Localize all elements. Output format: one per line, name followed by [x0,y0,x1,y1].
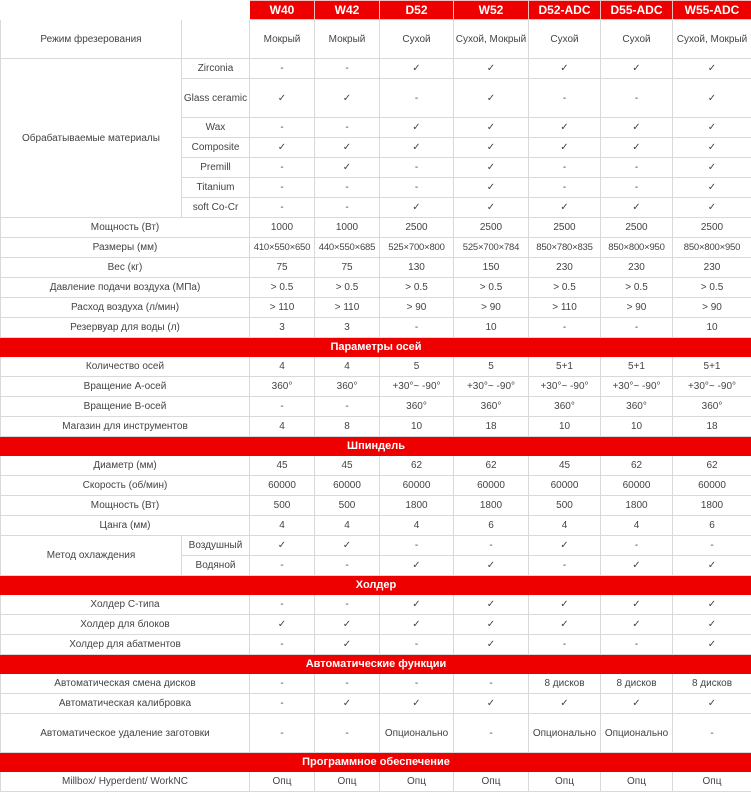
table-row [1,714,751,753]
table-row [1,397,751,417]
value-cell: - [250,59,315,79]
value-cell: > 0.5 [454,278,529,298]
value-cell: 8 [315,417,380,437]
value-cell: ✓ [673,79,751,118]
value-cell: - [380,536,454,556]
row-label: Обрабатываемые материалы [1,59,182,218]
value-cell: 60000 [454,476,529,496]
value-cell: Мокрый [315,20,380,59]
value-cell: 75 [250,258,315,278]
table-row [1,772,751,792]
value-cell: ✓ [380,556,454,576]
value-cell: 18 [673,417,751,437]
value-cell: ✓ [601,59,673,79]
value-cell: Сухой, Мокрый [673,20,751,59]
section-header-row [1,753,751,772]
row-label: Диаметр (мм) [1,456,250,476]
value-cell: - [454,714,529,753]
table-row [1,59,751,79]
value-cell: ✓ [673,556,751,576]
value-cell: Опц [673,772,751,792]
value-cell: 525×700×784 [454,238,529,258]
value-cell: 10 [673,318,751,338]
value-cell: 850×800×950 [673,238,751,258]
value-cell: > 0.5 [529,278,601,298]
value-cell: ✓ [601,694,673,714]
value-cell: 360° [315,377,380,397]
value-cell: 130 [380,258,454,278]
value-cell: Сухой [529,20,601,59]
value-cell: - [529,318,601,338]
value-cell: 18 [454,417,529,437]
value-cell: - [529,556,601,576]
value-cell: - [529,178,601,198]
model-header: D52-ADC [529,1,601,20]
row-label: Метод охлаждения [1,536,182,576]
row-label: Расход воздуха (л/мин) [1,298,250,318]
value-cell: - [380,635,454,655]
value-cell: Сухой [380,20,454,59]
section-title: Шпиндель [1,437,751,456]
value-cell: > 0.5 [601,278,673,298]
value-cell: 4 [315,516,380,536]
row-label: Скорость (об/мин) [1,476,250,496]
value-cell: ✓ [601,595,673,615]
value-cell: ✓ [673,158,751,178]
row-label: Вес (кг) [1,258,250,278]
value-cell: 230 [673,258,751,278]
value-cell: 2500 [380,218,454,238]
value-cell: ✓ [315,158,380,178]
value-cell: 150 [454,258,529,278]
value-cell: Опц [454,772,529,792]
section-title: Холдер [1,576,751,595]
row-label: Автоматическая смена дисков [1,674,250,694]
value-cell: ✓ [380,198,454,218]
value-cell: - [380,674,454,694]
section-header-row [1,338,751,357]
value-cell: 10 [601,417,673,437]
value-cell: 850×780×835 [529,238,601,258]
value-cell: 3 [250,318,315,338]
value-cell: ✓ [601,556,673,576]
value-cell: ✓ [454,198,529,218]
value-cell: ✓ [380,59,454,79]
value-cell: 360° [529,397,601,417]
value-cell: 10 [529,417,601,437]
value-cell: - [380,158,454,178]
value-cell: 4 [250,357,315,377]
value-cell: ✓ [454,79,529,118]
value-cell: ✓ [315,79,380,118]
model-header: W52 [454,1,529,20]
value-cell: > 110 [529,298,601,318]
value-cell: 1000 [250,218,315,238]
material-name: soft Co-Cr [182,198,250,218]
value-cell: - [601,79,673,118]
value-cell: - [454,674,529,694]
cooling-type: Воздушный [182,536,250,556]
value-cell: - [601,158,673,178]
value-cell: - [673,714,751,753]
value-cell: - [250,674,315,694]
value-cell: ✓ [380,595,454,615]
value-cell: 60000 [380,476,454,496]
value-cell: Сухой [601,20,673,59]
table-row [1,298,751,318]
value-cell: 10 [454,318,529,338]
row-label: Мощность (Вт) [1,218,250,238]
value-cell: 6 [673,516,751,536]
value-cell: ✓ [673,138,751,158]
value-cell: - [250,178,315,198]
model-header: W55-ADC [673,1,751,20]
value-cell: - [250,158,315,178]
value-cell: +30°~ -90° [529,377,601,397]
material-name: Titanium [182,178,250,198]
value-cell: - [529,158,601,178]
section-title: Программное обеспечение [1,753,751,772]
value-cell: - [250,556,315,576]
table-row [1,278,751,298]
value-cell: - [529,79,601,118]
value-cell: - [315,397,380,417]
value-cell: > 90 [380,298,454,318]
value-cell: > 0.5 [250,278,315,298]
value-cell: - [380,79,454,118]
row-label: Холдер С-типа [1,595,250,615]
model-header: W42 [315,1,380,20]
value-cell: 5 [454,357,529,377]
value-cell: 5 [380,357,454,377]
value-cell: ✓ [380,615,454,635]
value-cell: 8 дисков [601,674,673,694]
value-cell: 360° [250,377,315,397]
table-row [1,318,751,338]
value-cell: ✓ [315,536,380,556]
value-cell: 1800 [673,496,751,516]
value-cell: 360° [454,397,529,417]
value-cell: - [250,118,315,138]
table-row [1,218,751,238]
value-cell: - [601,635,673,655]
value-cell: +30°~ -90° [380,377,454,397]
value-cell: ✓ [529,138,601,158]
value-cell: - [250,397,315,417]
value-cell: ✓ [250,138,315,158]
table-row [1,615,751,635]
value-cell: 2500 [673,218,751,238]
value-cell: ✓ [454,556,529,576]
value-cell: ✓ [529,118,601,138]
value-cell: 360° [601,397,673,417]
value-cell: - [315,118,380,138]
specs-table-body [1,1,751,792]
table-row [1,694,751,714]
material-name: Composite [182,138,250,158]
value-cell: 360° [380,397,454,417]
value-cell: ✓ [315,138,380,158]
value-cell: 1800 [601,496,673,516]
row-label: Автоматическое удаление заготовки [1,714,250,753]
value-cell: ✓ [454,595,529,615]
table-row [1,417,751,437]
row-label: Режим фрезерования [1,20,182,59]
value-cell: ✓ [673,595,751,615]
value-cell: 60000 [315,476,380,496]
row-label: Автоматическая калибровка [1,694,250,714]
value-cell: ✓ [529,59,601,79]
value-cell: 8 дисков [673,674,751,694]
row-label: Millbox/ Hyperdent/ WorkNC [1,772,250,792]
value-cell: 4 [250,516,315,536]
value-cell: ✓ [673,694,751,714]
value-cell: - [250,694,315,714]
row-label: Магазин для инструментов [1,417,250,437]
value-cell: 4 [250,417,315,437]
section-header-row [1,655,751,674]
section-title: Параметры осей [1,338,751,357]
value-cell: 60000 [673,476,751,496]
value-cell: ✓ [315,694,380,714]
value-cell: - [250,595,315,615]
value-cell: ✓ [529,694,601,714]
value-cell: 410×550×650 [250,238,315,258]
value-cell: Опционально [529,714,601,753]
row-label: Давление подачи воздуха (МПа) [1,278,250,298]
value-cell: 2500 [601,218,673,238]
model-header: D52 [380,1,454,20]
cooling-type: Водяной [182,556,250,576]
value-cell: 5+1 [673,357,751,377]
value-cell: 1800 [454,496,529,516]
value-cell: 4 [601,516,673,536]
value-cell: 500 [250,496,315,516]
value-cell: Опц [250,772,315,792]
value-cell: Опц [601,772,673,792]
row-label: Количество осей [1,357,250,377]
value-cell: 440×550×685 [315,238,380,258]
value-cell: +30°~ -90° [673,377,751,397]
value-cell: ✓ [380,118,454,138]
value-cell: 850×800×950 [601,238,673,258]
value-cell: 2500 [454,218,529,238]
row-sublabel-empty [182,20,250,59]
value-cell: > 0.5 [380,278,454,298]
value-cell: +30°~ -90° [454,377,529,397]
value-cell: ✓ [529,595,601,615]
value-cell: 45 [315,456,380,476]
section-header-row [1,576,751,595]
value-cell: - [315,595,380,615]
value-cell: > 0.5 [673,278,751,298]
value-cell: - [315,198,380,218]
value-cell: ✓ [529,198,601,218]
value-cell: 3 [315,318,380,338]
value-cell: ✓ [454,158,529,178]
value-cell: ✓ [673,118,751,138]
table-row [1,635,751,655]
value-cell: - [315,59,380,79]
row-label: Вращение А-осей [1,377,250,397]
row-label: Резервуар для воды (л) [1,318,250,338]
value-cell: 10 [380,417,454,437]
value-cell: 60000 [529,476,601,496]
value-cell: Опц [380,772,454,792]
value-cell: 1800 [380,496,454,516]
value-cell: 4 [380,516,454,536]
table-row [1,456,751,476]
value-cell: 45 [250,456,315,476]
value-cell: ✓ [673,198,751,218]
value-cell: - [601,318,673,338]
value-cell: > 0.5 [315,278,380,298]
value-cell: 62 [454,456,529,476]
value-cell: 230 [601,258,673,278]
value-cell: ✓ [601,118,673,138]
value-cell: 360° [673,397,751,417]
section-header-row [1,437,751,456]
table-row [1,516,751,536]
value-cell: 500 [529,496,601,516]
table-row [1,536,751,556]
value-cell: ✓ [673,635,751,655]
value-cell: - [673,536,751,556]
row-label: Холдер для блоков [1,615,250,635]
value-cell: 6 [454,516,529,536]
table-row [1,357,751,377]
value-cell: ✓ [454,178,529,198]
header-spacer [1,1,250,20]
row-label: Холдер для абатментов [1,635,250,655]
value-cell: 525×700×800 [380,238,454,258]
value-cell: 60000 [250,476,315,496]
value-cell: 4 [315,357,380,377]
table-row [1,258,751,278]
value-cell: 62 [601,456,673,476]
value-cell: 62 [673,456,751,476]
value-cell: Опционально [380,714,454,753]
value-cell: Мокрый [250,20,315,59]
value-cell: ✓ [380,138,454,158]
value-cell: ✓ [673,615,751,635]
value-cell: - [315,556,380,576]
value-cell: ✓ [315,635,380,655]
value-cell: 60000 [601,476,673,496]
value-cell: 2500 [529,218,601,238]
value-cell: > 90 [454,298,529,318]
material-name: Wax [182,118,250,138]
value-cell: - [529,635,601,655]
table-row [1,476,751,496]
value-cell: ✓ [601,615,673,635]
value-cell: ✓ [601,138,673,158]
value-cell: ✓ [250,79,315,118]
value-cell: 75 [315,258,380,278]
table-row [1,238,751,258]
row-label: Мощность (Вт) [1,496,250,516]
table-row [1,595,751,615]
value-cell: 5+1 [529,357,601,377]
value-cell: - [380,318,454,338]
value-cell: ✓ [673,59,751,79]
value-cell: > 110 [250,298,315,318]
table-row [1,20,751,59]
value-cell: Опционально [601,714,673,753]
table-row [1,496,751,516]
row-label: Вращение В-осей [1,397,250,417]
model-header: D55-ADC [601,1,673,20]
value-cell: ✓ [315,615,380,635]
value-cell: ✓ [250,536,315,556]
value-cell: ✓ [673,178,751,198]
value-cell: ✓ [380,694,454,714]
value-cell: > 90 [673,298,751,318]
table-row [1,674,751,694]
value-cell: 5+1 [601,357,673,377]
value-cell: ✓ [529,536,601,556]
value-cell: ✓ [454,118,529,138]
value-cell: > 90 [601,298,673,318]
value-cell: 1000 [315,218,380,238]
value-cell: - [380,178,454,198]
value-cell: - [454,536,529,556]
value-cell: 500 [315,496,380,516]
material-name: Zirconia [182,59,250,79]
row-label: Размеры (мм) [1,238,250,258]
model-header: W40 [250,1,315,20]
value-cell: ✓ [454,635,529,655]
value-cell: 8 дисков [529,674,601,694]
value-cell: ✓ [454,59,529,79]
value-cell: - [315,714,380,753]
value-cell: ✓ [454,694,529,714]
table-row [1,377,751,397]
value-cell: 45 [529,456,601,476]
value-cell: - [250,198,315,218]
value-cell: ✓ [250,615,315,635]
value-cell: 62 [380,456,454,476]
value-cell: 230 [529,258,601,278]
value-cell: - [601,178,673,198]
value-cell: ✓ [454,138,529,158]
value-cell: 4 [529,516,601,536]
value-cell: - [315,178,380,198]
material-name: Premill [182,158,250,178]
value-cell: ✓ [601,198,673,218]
row-label: Цанга (мм) [1,516,250,536]
value-cell: ✓ [454,615,529,635]
value-cell: > 110 [315,298,380,318]
value-cell: - [601,536,673,556]
value-cell: +30°~ -90° [601,377,673,397]
section-title: Автоматические функции [1,655,751,674]
value-cell: Опц [315,772,380,792]
value-cell: ✓ [529,615,601,635]
model-header-row [1,1,751,20]
value-cell: Сухой, Мокрый [454,20,529,59]
value-cell: - [250,635,315,655]
value-cell: - [315,674,380,694]
material-name: Glass ceramic [182,79,250,118]
value-cell: - [250,714,315,753]
value-cell: Опц [529,772,601,792]
